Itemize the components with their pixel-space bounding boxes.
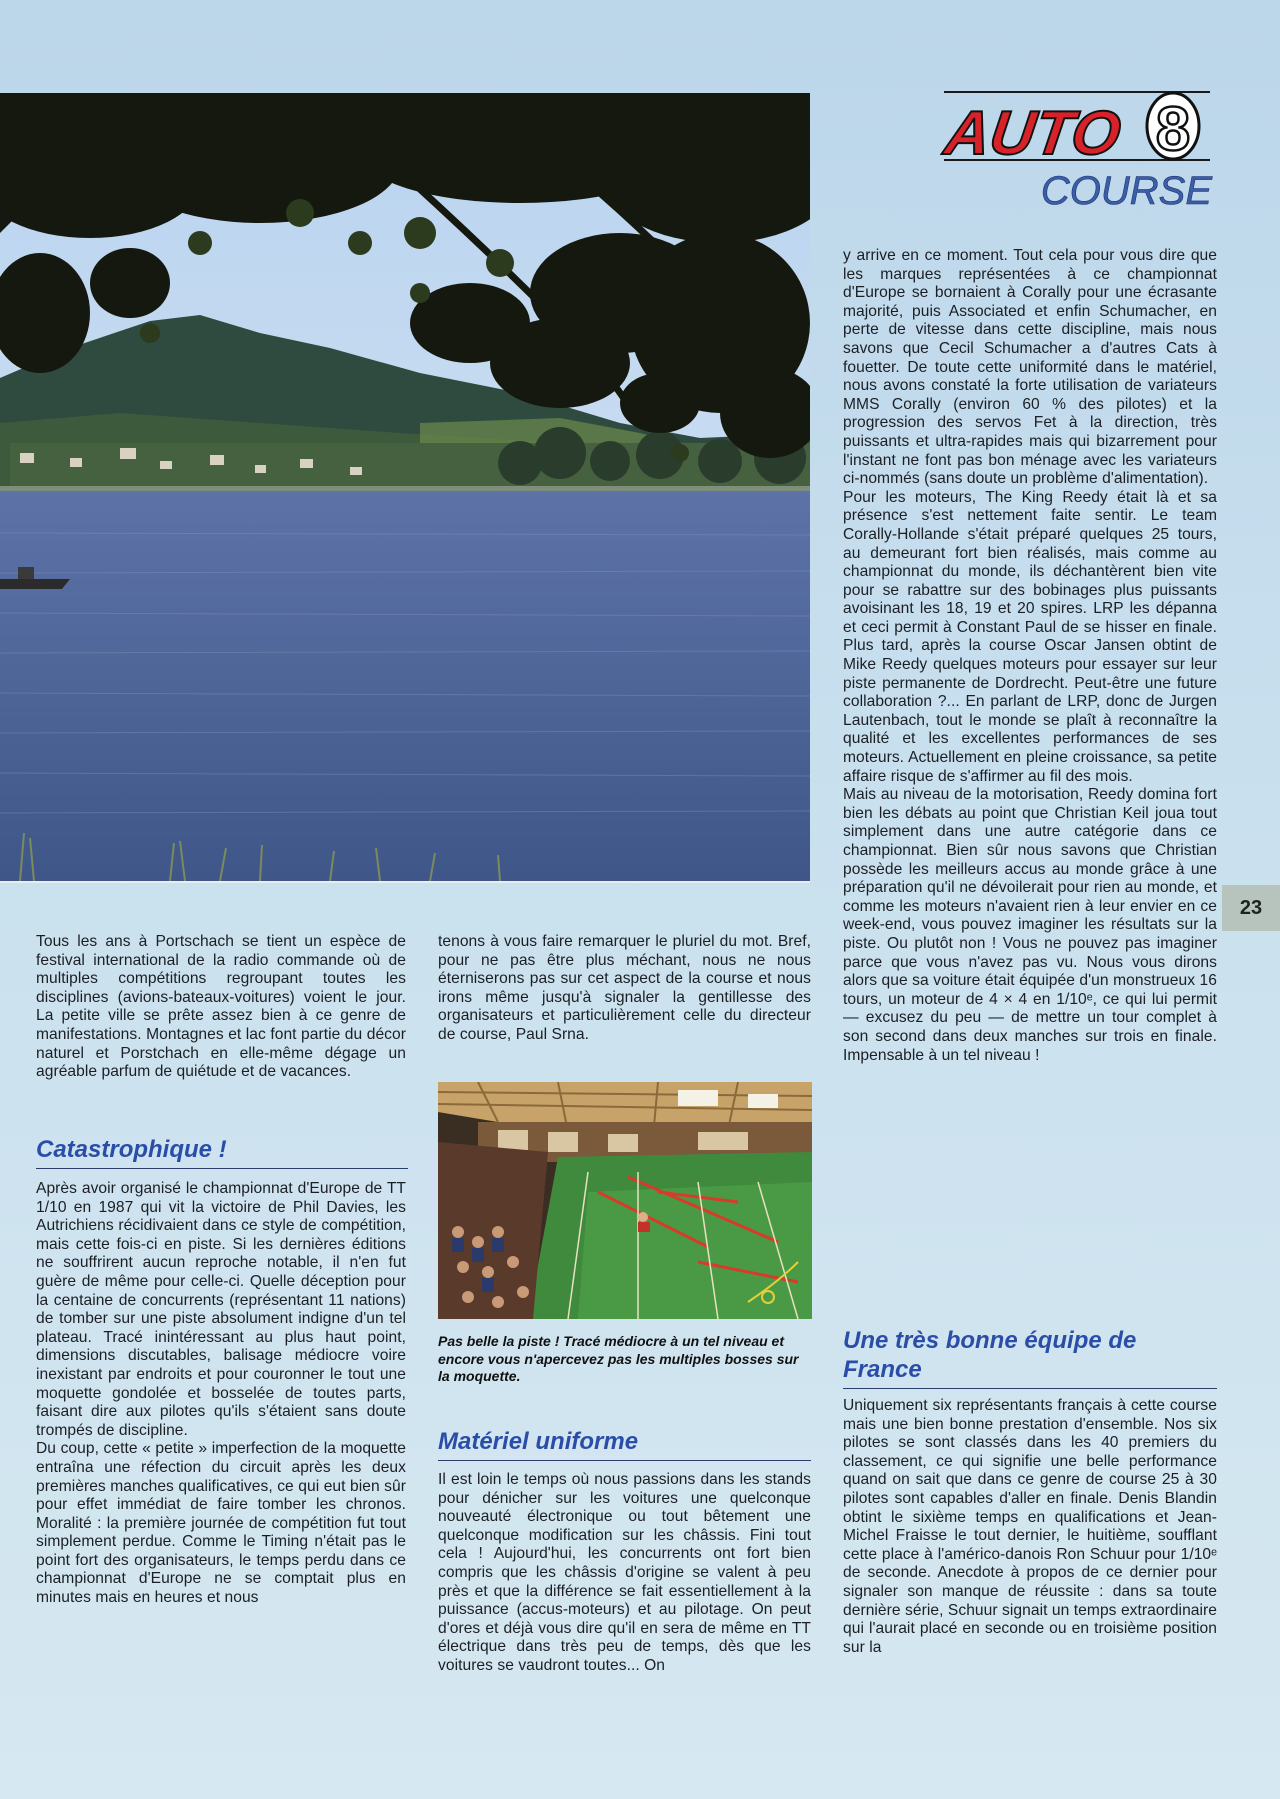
left-column-body xyxy=(36,1180,406,1608)
paragraph: Après avoir organisé le championnat d'Europe de TT 1/10 en 1987 qui vit la victoire de Phil Davies, les Autrichiens récidivaient dans ce style de compétition, mais cette fois-ci en piste. Si les dernières éditions ne souffrirent aucun reproche notable, il n'en fut guère de même pour celle-ci. Quelle déception pour la centaine de concurrents (représentant 11 nations) de tomber sur une piste absolument indigne d'un tel plateau. Tracé inintéressant au plus haut point, dimensions discutables, balisage médiocre voire inexistant par endroits et pour couronner le tout une moquette gondolée et bosselée de toutes parts, faisant dire aux pilotes qu'ils s'étaient sans doute trompés de discipline. xyxy=(36,1180,406,1439)
logo-section-text: COURSE xyxy=(1040,169,1212,213)
section-heading-catastrophique: Catastrophique ! xyxy=(36,1136,408,1169)
logo-number-text: 8 xyxy=(1155,95,1191,164)
paragraph: Tous les ans à Portschach se tient un espèce de festival international de la radio commande où de multiples compétitions regroupant toutes les disciplines (avions-bateaux-voitures) voient le jour. La petite ville se prête assez bien à ce genre de manifestations. Montagnes et lac font partie du décor naturel et Porstchach en elle-même dégage un agréable parfum de quiétude et de vacances. xyxy=(36,933,406,1081)
paragraph: Mais au niveau de la motorisation, Reedy domina fort bien les débats au point que Christian Keil joua tout simplement dans une autre catégorie dans ce championnat. Bien sûr nous savons que Christian possède les meilleurs accus au monde grâce à une préparation qu'il ne dévoilerait pour rien au monde, et comme les moteurs n'avaient rien à leur envier en ce week-end, vous pouvez imaginer les résultats sur la piste. Ou plutôt non ! Vous ne pouvez pas imaginer parce que vous n'avez pas vu. Nous vous dirons alors que sa voiture était équipée d'un monstrueux 16 tours, un moteur de 4 × 4 en 1/10ᵉ, ce qui lui permit — excusez du peu — de mettre un tour complet à son second dans deux manches sur trois en finale. Impensable à un tel niveau ! xyxy=(843,786,1217,1064)
page-number: 23 xyxy=(1222,885,1280,931)
heading-block xyxy=(438,1428,811,1461)
middle-column-intro xyxy=(438,933,811,1045)
paragraph: Uniquement six représentants français à cette course mais une bien bonne prestation d'ensemble. Nos six pilotes se sont classés dans les 40 premiers du classement, ce qui signifie une belle performance quand on sait que dans ce genre de course 25 à 30 pilotes sont capables d'aller en finale. Denis Blandin obtint le sixième temps en qualifications et Jean-Michel Fraisse le tout dernier, le huitième, soufflant cette place à l'américo-danois Ron Schuur pour 1/10ᵉ de seconde. Anecdote à propos de ce dernier pour signaler son manque de réussite : dans sa toute dernière série, Schuur signait un temps extraordinaire qui l'aurait placé en seconde ou en troisième position sur la xyxy=(843,1397,1217,1656)
paragraph: tenons à vous faire remarquer le pluriel du mot. Bref, pour ne pas être plus méchant, nous ne nous éterniserons pas sur cet aspect de la course et nous irons même jusqu'à signaler la gentillesse des organisateurs et particulièrement celle du directeur de course, Paul Srna. xyxy=(438,933,811,1043)
heading-block xyxy=(843,1326,1217,1389)
paragraph: Du coup, cette « petite » imperfection de la moquette entraîna une réfection du circuit après les deux premières manches qualificatives, ce qui eut bien sûr pour effet immédiat de faire tomber les chronos. Moralité : la première journée de compétition fut tout simplement perdue. Comme le Timing n'était pas le point fort des organisateurs, le temps perdu dans ce championnat d'Europe ne se comptait plus en minutes mais en heures et nous xyxy=(36,1440,406,1607)
logo-auto-text: AUTO xyxy=(940,99,1125,168)
track-photo xyxy=(438,1082,812,1319)
section-heading-france: Une très bonne équipe de France xyxy=(843,1326,1217,1389)
heading-block xyxy=(36,1136,408,1169)
lake-photo xyxy=(0,93,810,883)
section-heading-materiel: Matériel uniforme xyxy=(438,1428,811,1461)
paragraph: y arrive en ce moment. Tout cela pour vous dire que les marques représentées à ce championnat d'Europe se bornaient à Corally pour une écrasante majorité, puis Associated et enfin Schumacher, en perte de vitesse dans cette discipline, mais nous savons que Cecil Schumacher a d'autres Cats à fouetter. De toute cette uniformité dans le matériel, nous avons constaté la forte utilisation de variateurs MMS Corally (environ 60 % des pilotes) et la progression des servos Fet à la direction, très puissants et ultra-rapides mais qui bizarrement pour l'instant ne font pas bon ménage avec les variateurs ci-nommés (sans doute un problème d'alimentation). xyxy=(843,247,1217,488)
photo-caption: Pas belle la piste ! Tracé médiocre à un tel niveau et encore vous n'apercevez pas les multiples bosses sur la moquette. xyxy=(438,1333,799,1384)
magazine-logo xyxy=(940,88,1220,213)
paragraph: Pour les moteurs, The King Reedy était là et sa présence s'est nettement faite sentir. Le team Corally-Hollande s'était préparé quelques 25 tours, au demeurant fort bien réalisés, mais comme au championnat du monde, ils déchantèrent bien vite pour se rabattre sur des bobinages plus puissants avoisinant les 18, 19 et 20 spires. LRP les dépanna et ceci permit à Constant Paul de se hisser en finale. Plus tard, après la course Oscar Jansen obtint de Mike Reedy quelques moteurs pour essayer sur leur piste permanente de Dordrecht. Peut-être une future collaboration ?... En parlant de LRP, donc de Jurgen Lautenbach, tout le monde se plaît à reconnaître la qualité et les excellentes performances de ses moteurs. Actuellement en pleine croissance, sa petite affaire risque de s'affirmer au fil des mois. xyxy=(843,488,1217,785)
right-column-body xyxy=(843,1397,1217,1657)
left-column-intro xyxy=(36,933,406,1082)
right-column xyxy=(843,247,1217,1065)
paragraph: Il est loin le temps où nous passions dans les stands pour dénicher sur les voitures une quelconque nouveauté électronique ou tout bêtement une quelconque modification sur les châssis. Fini tout cela ! Aujourd'hui, les concurrents ont fort bien compris que les châssis d'origine se valent à peu près et que la différence se fait essentiellement à la puissance (accus-moteurs) et au pilotage. On peut d'ores et déjà vous dire qu'il en sera de même en TT électrique dans très peu de temps, dès que les voitures se vaudront toutes... On xyxy=(438,1471,811,1674)
middle-column-body xyxy=(438,1471,811,1676)
